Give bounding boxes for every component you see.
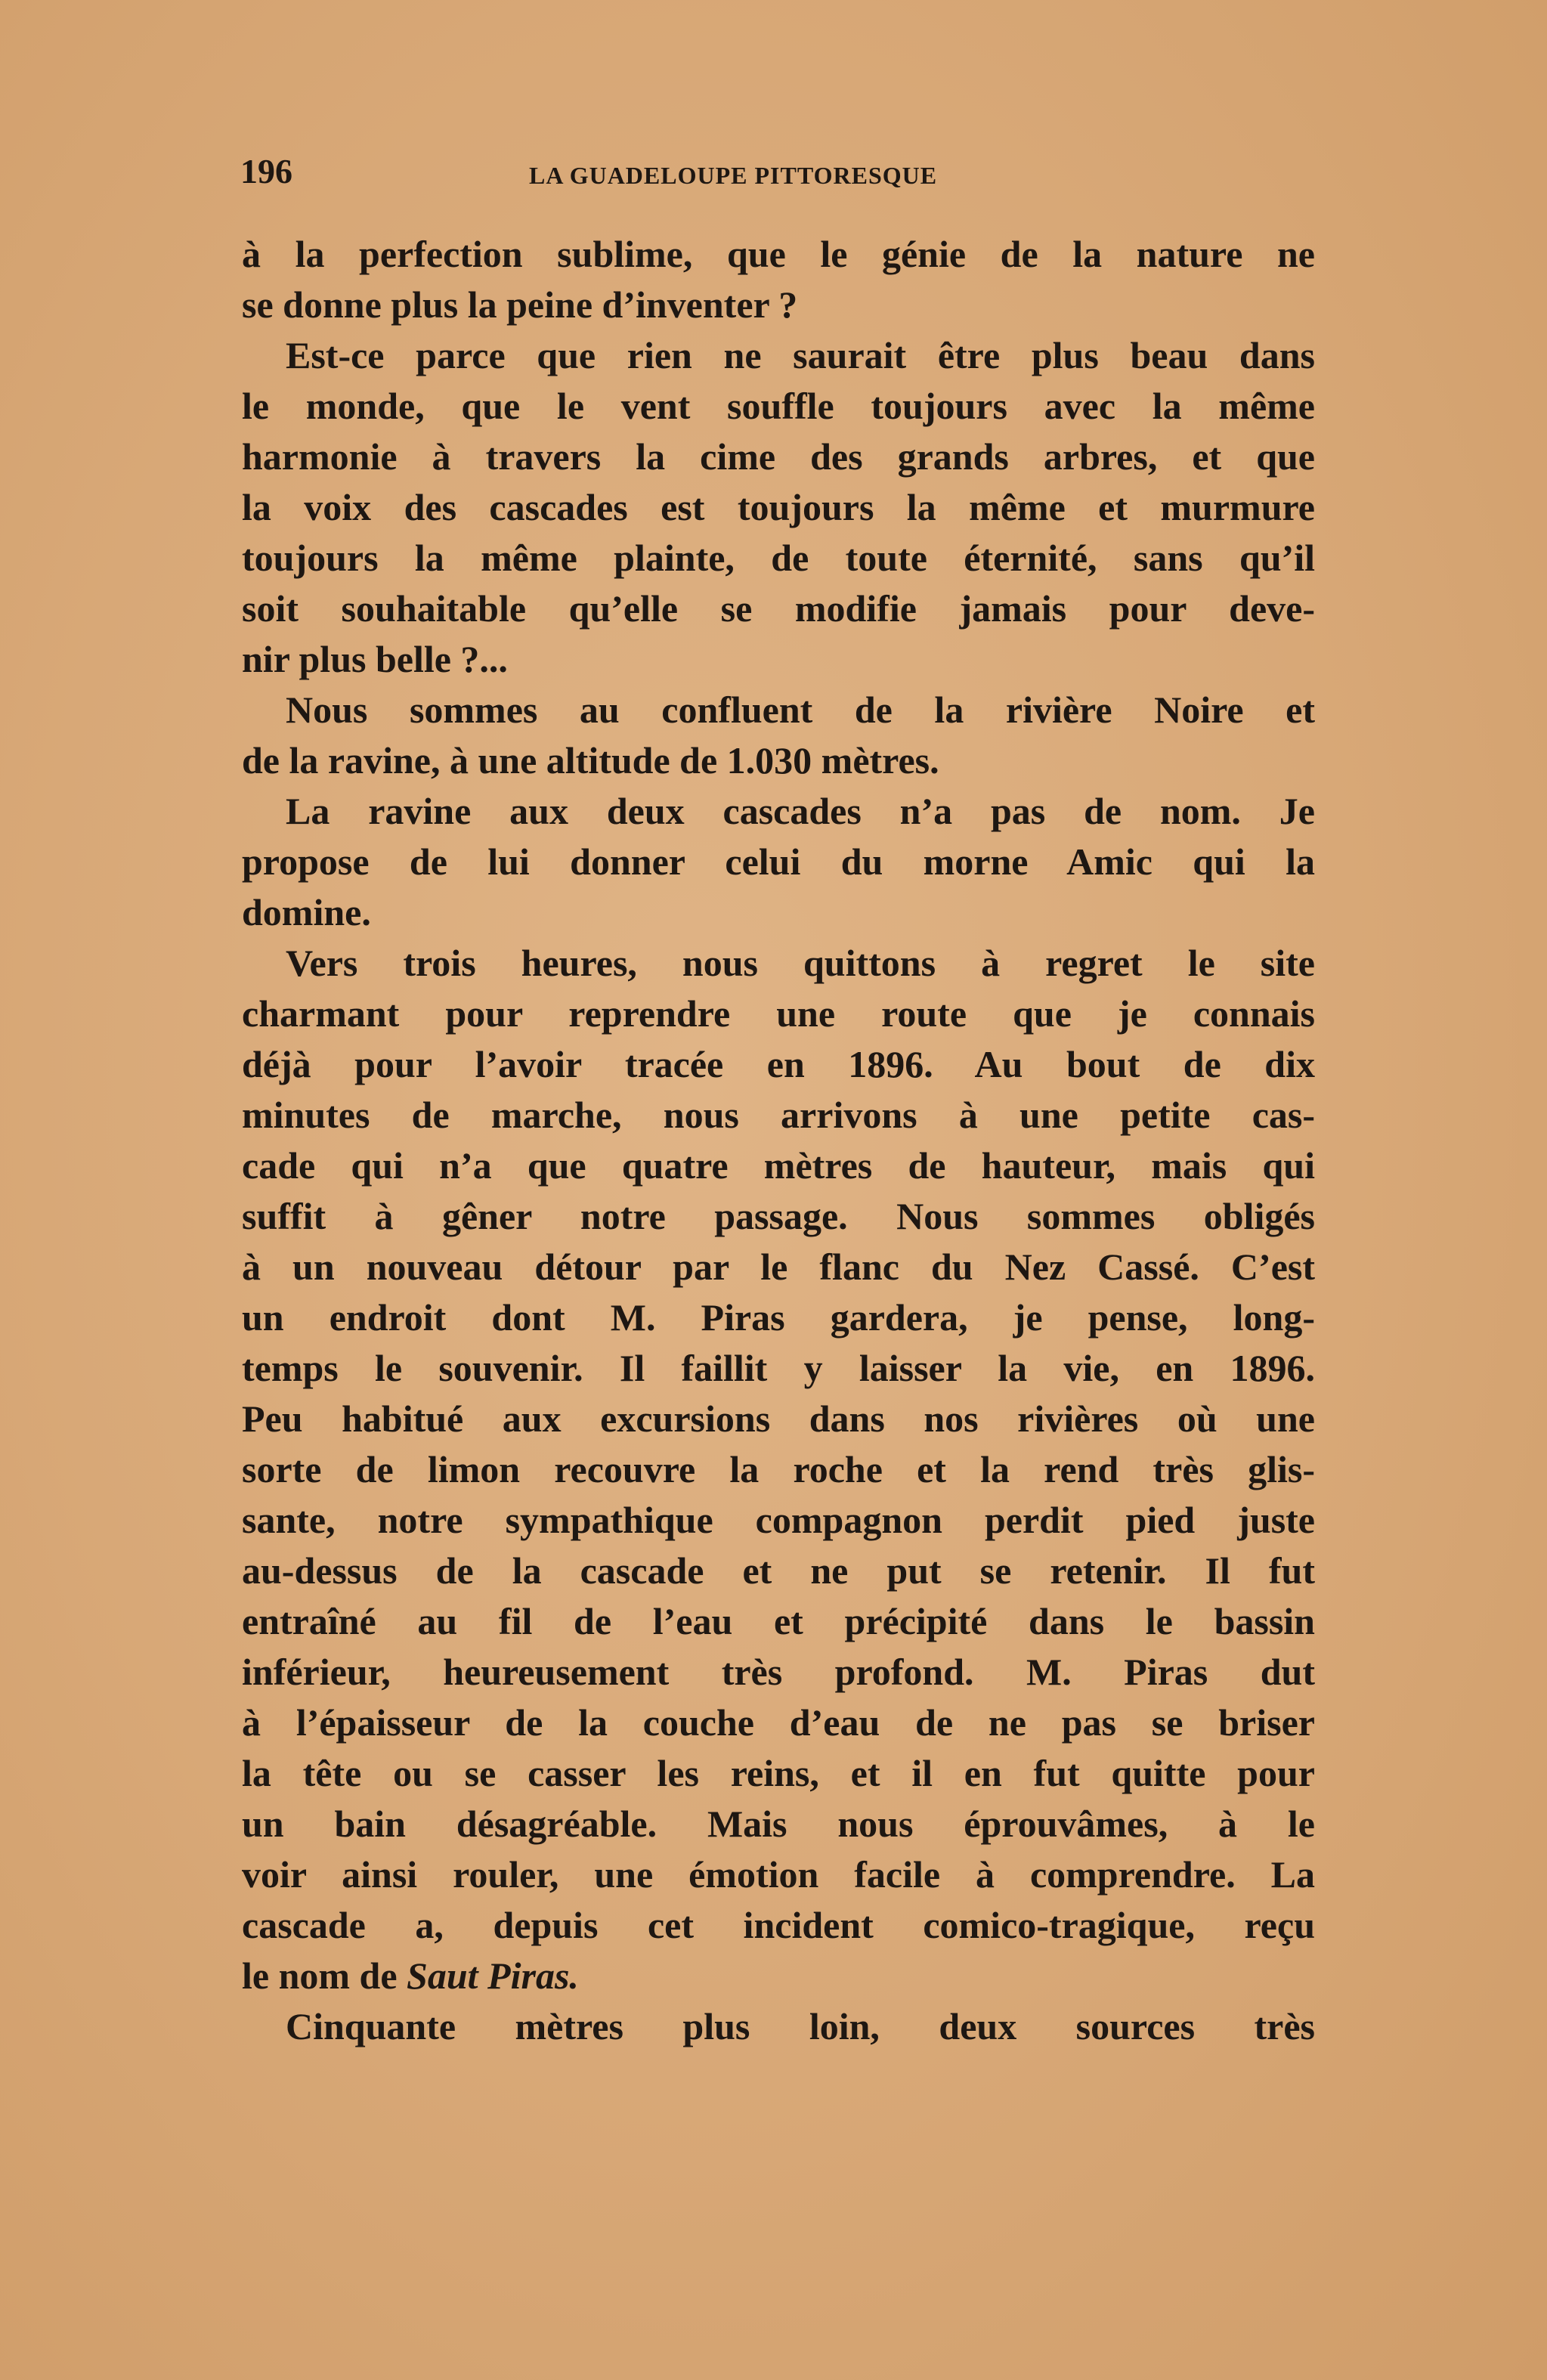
line-text: à un nouveau détour par le flanc du Nez Cassé. C’est [242,1246,1315,1288]
text-line [242,1799,1315,1849]
text-line [242,1444,1315,1495]
line-text: harmonie à travers la cime des grands arbres, et que [242,435,1315,478]
line-text: se donne plus la peine d’inventer ? [242,283,798,326]
line-text: charmant pour reprendre une route que je connais [242,992,1315,1035]
line-text: à la perfection sublime, que le génie de la nature ne [242,233,1315,275]
text-line [242,1394,1315,1444]
text-line [242,989,1315,1039]
text-line [242,583,1315,634]
line-text: au-dessus de la cascade et ne put se retenir. Il fut [242,1549,1315,1592]
text-line [242,1292,1315,1343]
line-text: La ravine aux deux cascades n’a pas de nom. Je [286,790,1315,832]
line-text: Cinquante mètres plus loin, deux sources très [286,2005,1315,2047]
line-text: cascade a, depuis cet incident comico-tragique, reçu [242,1904,1315,1946]
text-line [242,1748,1315,1799]
text-line [242,1596,1315,1647]
text-line [242,887,1315,938]
text-line [242,280,1315,330]
text-line [242,432,1315,482]
line-text: la tête ou se casser les reins, et il en fut quitte pour [242,1752,1315,1794]
line-text: Peu habitué aux excursions dans nos rivières où une [242,1397,1315,1440]
text-line [242,685,1315,735]
line-text: domine. [242,891,371,933]
line-text: suffit à gêner notre passage. Nous sommes obligés [242,1195,1315,1237]
line-text: minutes de marche, nous arrivons à une petite cas- [242,1094,1315,1136]
text-line [242,1191,1315,1242]
text-line [242,229,1315,280]
text-line [242,1242,1315,1292]
line-text: inférieur, heureusement très profond. M. Piras dut [242,1651,1315,1693]
text-line [242,786,1315,837]
line-text: la voix des cascades est toujours la même et murmure [242,486,1315,528]
line-text: toujours la même plainte, de toute éternité, sans qu’il [242,537,1315,579]
body-text [242,229,1315,2052]
text-line [242,1495,1315,1546]
line-text: un bain désagréable. Mais nous éprouvâmes, à le [242,1803,1315,1845]
text-line [242,381,1315,432]
line-text: cade qui n’a que quatre mètres de hauteur, mais qui [242,1144,1315,1187]
line-text: voir ainsi rouler, une émotion facile à comprendre. La [242,1853,1315,1896]
text-line [242,938,1315,989]
line-text: sorte de limon recouvre la roche et la rend très glis- [242,1448,1315,1490]
line-text: Vers trois heures, nous quittons à regret le site [286,942,1315,984]
text-line [242,482,1315,533]
text-line [242,735,1315,786]
text-line [242,1140,1315,1191]
line-text: le monde, que le vent souffle toujours avec la même [242,385,1315,427]
text-line [242,1849,1315,1900]
line-text: déjà pour l’avoir tracée en 1896. Au bout de dix [242,1043,1315,1085]
line-text: un endroit dont M. Piras gardera, je pense, long- [242,1296,1315,1339]
running-title: LA GUADELOUPE PITTORESQUE [529,162,938,189]
text-line [242,837,1315,887]
line-text: temps le souvenir. Il faillit y laisser la vie, en 1896. [242,1347,1315,1389]
text-line [242,634,1315,685]
line-text: nir plus belle ?... [242,638,508,680]
text-line [242,1951,1315,2001]
line-text: Est-ce parce que rien ne saurait être plus beau dans [286,334,1315,376]
line-text: à l’épaisseur de la couche d’eau de ne pas se briser [242,1701,1315,1744]
line-text: sante, notre sympathique compagnon perdit pied juste [242,1499,1315,1541]
text-line [242,1900,1315,1951]
line-text: propose de lui donner celui du morne Amic qui la [242,840,1315,883]
text-line [242,2001,1315,2052]
text-line [242,1343,1315,1394]
page-number: 196 [240,152,292,190]
line-text: de la ravine, à une altitude de 1.030 mètres. [242,739,939,781]
text-line [242,533,1315,583]
text-line [242,1039,1315,1090]
line-text: soit souhaitable qu’elle se modifie jamais pour deve- [242,587,1315,630]
text-line [242,1647,1315,1698]
text-line [242,1090,1315,1140]
text-line [242,330,1315,381]
text-line [242,1546,1315,1596]
text-line [242,1698,1315,1748]
line-text: Nous sommes au confluent de la rivière Noire et [286,689,1315,731]
italic-text: Saut Piras. [407,1954,579,1997]
line-text: le nom de [242,1954,407,1997]
line-text: entraîné au fil de l’eau et précipité dans le bassin [242,1600,1315,1642]
